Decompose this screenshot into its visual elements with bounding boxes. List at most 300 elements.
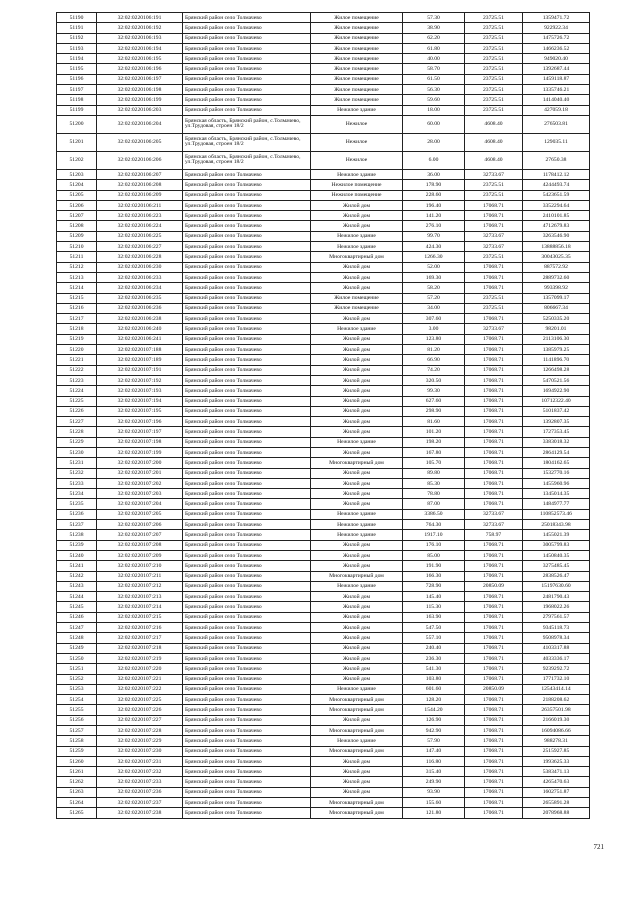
table-row: [57, 489, 590, 499]
cell-cadastral-number: 32:02:0220107:218: [97, 643, 183, 653]
cell-unit-value: 17068.71: [465, 437, 523, 447]
cell-unit-value: 17068.71: [465, 314, 523, 324]
cell-cadastral-number: 32:02:0220107:208: [97, 540, 183, 550]
cell-area: 320.50: [403, 375, 465, 385]
cell-row-index: 51243: [57, 581, 97, 591]
cell-address: Брянский район село Толмачево: [183, 169, 311, 179]
cell-address: Брянский район село Толмачево: [183, 324, 311, 334]
cell-unit-value: 17068.71: [465, 200, 523, 210]
cell-row-index: 51203: [57, 169, 97, 179]
cell-row-index: 51193: [57, 43, 97, 53]
cell-row-index: 51252: [57, 674, 97, 684]
cell-unit-value: 17068.71: [465, 715, 523, 725]
cell-address: Брянский район село Толмачево: [183, 345, 311, 355]
cell-cadastral-value: 27650.38: [523, 151, 590, 169]
cell-unit-value: 4608.40: [465, 133, 523, 151]
cell-row-index: 51217: [57, 314, 97, 324]
cell-area: 60.00: [403, 115, 465, 133]
cell-area: 128.20: [403, 695, 465, 705]
table-row: [57, 581, 590, 591]
cell-unit-value: 17068.71: [465, 272, 523, 282]
cell-address: Брянский район село Толмачево: [183, 695, 311, 705]
cell-row-index: 51234: [57, 489, 97, 499]
cell-address: Брянский район село Толмачево: [183, 592, 311, 602]
cell-cadastral-value: 25018343.98: [523, 520, 590, 530]
cell-row-index: 51239: [57, 540, 97, 550]
table-row: [57, 262, 590, 272]
cell-object-type: Жилое помещение: [311, 23, 403, 33]
cell-unit-value: 17068.71: [465, 458, 523, 468]
cell-address: Брянский район село Толмачево: [183, 231, 311, 241]
cell-unit-value: 17068.71: [465, 674, 523, 684]
cell-cadastral-value: 1178412.12: [523, 169, 590, 179]
cell-cadastral-number: 32:02:0220107:201: [97, 468, 183, 478]
cell-unit-value: 17068.71: [465, 592, 523, 602]
cell-cadastral-number: 32:02:0220107:189: [97, 355, 183, 365]
cell-object-type: Жилое помещение: [311, 54, 403, 64]
table-row: [57, 252, 590, 262]
cell-object-type: Жилой дом: [311, 468, 403, 478]
cell-unit-value: 17068.71: [465, 746, 523, 756]
table-row: [57, 95, 590, 105]
cell-area: 942.90: [403, 726, 465, 736]
cell-row-index: 51250: [57, 653, 97, 663]
table-row: [57, 664, 590, 674]
cell-cadastral-number: 32:02:0220106:197: [97, 74, 183, 84]
cell-address: Брянский район село Толмачево: [183, 715, 311, 725]
cell-address: Брянский район село Толмачево: [183, 653, 311, 663]
cell-row-index: 51262: [57, 777, 97, 787]
cell-address: Брянский район село Толмачево: [183, 787, 311, 797]
cell-row-index: 51200: [57, 115, 97, 133]
cell-address: Брянский район село Толмачево: [183, 293, 311, 303]
cell-area: 18.00: [403, 105, 465, 115]
table-row: [57, 133, 590, 151]
cell-cadastral-number: 32:02:0220106:207: [97, 169, 183, 179]
cell-unit-value: 17068.71: [465, 283, 523, 293]
cell-area: 85.00: [403, 550, 465, 560]
cell-area: 36.00: [403, 169, 465, 179]
cell-object-type: Нежилое здание: [311, 509, 403, 519]
cell-unit-value: 17068.71: [465, 705, 523, 715]
cell-object-type: Жилой дом: [311, 664, 403, 674]
cell-unit-value: 17068.71: [465, 798, 523, 808]
cell-unit-value: 23725.51: [465, 85, 523, 95]
cell-unit-value: 17068.71: [465, 211, 523, 221]
cell-unit-value: 17068.71: [465, 221, 523, 231]
cell-object-type: Нежилое помещение: [311, 190, 403, 200]
cell-cadastral-number: 32:02:0220107:207: [97, 530, 183, 540]
cell-row-index: 51208: [57, 221, 97, 231]
cell-area: 764.30: [403, 520, 465, 530]
cell-area: 249.90: [403, 777, 465, 787]
cell-area: 196.40: [403, 200, 465, 210]
cell-unit-value: 17068.71: [465, 468, 523, 478]
cell-object-type: Жилое помещение: [311, 74, 403, 84]
cell-address: Брянский район село Толмачево: [183, 530, 311, 540]
cell-cadastral-number: 32:02:0220107:226: [97, 705, 183, 715]
cell-cadastral-number: 32:02:0220107:205: [97, 509, 183, 519]
cell-cadastral-number: 32:02:0220107:231: [97, 756, 183, 766]
cell-address: Брянский район село Толмачево: [183, 447, 311, 457]
cell-cadastral-value: 16094086.66: [523, 726, 590, 736]
cell-address: Брянская область, Брянский район, с.Толмачево, ул.Трудовая, строен 18/2: [183, 133, 311, 151]
cell-area: 52.00: [403, 262, 465, 272]
cell-cadastral-value: 4265470.63: [523, 777, 590, 787]
cell-address: Брянский район село Толмачево: [183, 468, 311, 478]
cell-row-index: 51237: [57, 520, 97, 530]
cell-cadastral-number: 32:02:0220107:227: [97, 715, 183, 725]
cell-cadastral-number: 32:02:0220107:220: [97, 664, 183, 674]
cell-row-index: 51240: [57, 550, 97, 560]
cell-cadastral-value: 1804162.65: [523, 458, 590, 468]
cell-area: 57.30: [403, 13, 465, 23]
cell-address: Брянский район село Толмачево: [183, 272, 311, 282]
cell-cadastral-value: 110852573.46: [523, 509, 590, 519]
cell-cadastral-value: 3005799.83: [523, 540, 590, 550]
cell-object-type: Жилой дом: [311, 787, 403, 797]
cell-address: Брянский район село Толмачево: [183, 540, 311, 550]
cell-address: Брянский район село Толмачево: [183, 221, 311, 231]
cell-address: Брянский район село Толмачево: [183, 64, 311, 74]
cell-cadastral-value: 922922.34: [523, 23, 590, 33]
cell-area: 3386.50: [403, 509, 465, 519]
cell-row-index: 51220: [57, 345, 97, 355]
cell-address: Брянский район село Толмачево: [183, 365, 311, 375]
cell-row-index: 51257: [57, 726, 97, 736]
cell-unit-value: 23725.51: [465, 33, 523, 43]
cell-cadastral-value: 1455021.39: [523, 530, 590, 540]
cell-area: 85.30: [403, 478, 465, 488]
cell-unit-value: 23725.51: [465, 23, 523, 33]
cell-row-index: 51263: [57, 787, 97, 797]
cell-object-type: Жилой дом: [311, 375, 403, 385]
cell-cadastral-value: 4103317.88: [523, 643, 590, 653]
cell-unit-value: 17068.71: [465, 478, 523, 488]
cell-cadastral-value: 30043025.35: [523, 252, 590, 262]
table-row: [57, 283, 590, 293]
table-row: [57, 447, 590, 457]
table-row: [57, 458, 590, 468]
cell-object-type: Жилой дом: [311, 314, 403, 324]
cell-area: 81.20: [403, 345, 465, 355]
cell-cadastral-value: 1484977.77: [523, 499, 590, 509]
table-row: [57, 592, 590, 602]
cell-cadastral-value: 2481790.43: [523, 592, 590, 602]
cell-address: Брянский район село Толмачево: [183, 664, 311, 674]
cell-cadastral-number: 32:02:0220106:234: [97, 283, 183, 293]
cell-address: Брянская область, Брянский район, с.Толмачево, ул.Трудовая, строен 18/2: [183, 151, 311, 169]
cell-cadastral-number: 32:02:0220107:194: [97, 396, 183, 406]
cell-unit-value: 17068.71: [465, 540, 523, 550]
cell-cadastral-value: 1459118.87: [523, 74, 590, 84]
cell-object-type: Жилой дом: [311, 489, 403, 499]
cell-area: 145.40: [403, 592, 465, 602]
cell-cadastral-number: 32:02:0220107:229: [97, 736, 183, 746]
table-row: [57, 468, 590, 478]
cell-unit-value: 4608.40: [465, 115, 523, 133]
cell-area: 105.70: [403, 458, 465, 468]
table-row: [57, 509, 590, 519]
cell-unit-value: 17068.71: [465, 777, 523, 787]
cell-cadastral-value: 2515927.85: [523, 746, 590, 756]
cell-address: Брянский район село Толмачево: [183, 334, 311, 344]
cell-cadastral-value: 1141896.70: [523, 355, 590, 365]
table-row: [57, 23, 590, 33]
table-row: [57, 715, 590, 725]
cell-area: 240.40: [403, 643, 465, 653]
table-row: [57, 211, 590, 221]
cell-unit-value: 32733.67: [465, 520, 523, 530]
cell-row-index: 51213: [57, 272, 97, 282]
cell-address: Брянский район село Толмачево: [183, 571, 311, 581]
cell-unit-value: 23725.51: [465, 293, 523, 303]
cell-cadastral-number: 32:02:0220106:238: [97, 314, 183, 324]
table-row: [57, 808, 590, 818]
cell-area: 627.60: [403, 396, 465, 406]
cell-cadastral-value: 1455960.96: [523, 478, 590, 488]
cell-row-index: 51232: [57, 468, 97, 478]
cell-address: Брянский район село Толмачево: [183, 767, 311, 777]
cell-object-type: Жилой дом: [311, 283, 403, 293]
cell-address: Брянский район село Толмачево: [183, 437, 311, 447]
cell-object-type: Многоквартирный дом: [311, 726, 403, 736]
cell-address: Брянский район село Толмачево: [183, 211, 311, 221]
table-row: [57, 375, 590, 385]
cell-unit-value: 17068.71: [465, 736, 523, 746]
cell-unit-value: 17068.71: [465, 787, 523, 797]
cell-object-type: Нежилое здание: [311, 231, 403, 241]
cell-area: 59.60: [403, 95, 465, 105]
cell-object-type: Жилой дом: [311, 777, 403, 787]
cell-cadastral-value: 4244493.74: [523, 180, 590, 190]
cell-area: 1266.30: [403, 252, 465, 262]
table-row: [57, 13, 590, 23]
cell-cadastral-value: 4033336.17: [523, 653, 590, 663]
cell-address: Брянский район село Толмачево: [183, 643, 311, 653]
cell-cadastral-number: 32:02:0220106:209: [97, 190, 183, 200]
cell-address: Брянский район село Толмачево: [183, 458, 311, 468]
cell-cadastral-value: 10712322.40: [523, 396, 590, 406]
cell-area: 176.10: [403, 540, 465, 550]
cell-row-index: 51190: [57, 13, 97, 23]
cell-address: Брянский район село Толмачево: [183, 303, 311, 313]
cell-unit-value: 32733.67: [465, 324, 523, 334]
cell-address: Брянский район село Толмачево: [183, 705, 311, 715]
table-row: [57, 602, 590, 612]
cell-cadastral-value: 2113106.30: [523, 334, 590, 344]
cell-object-type: Жилой дом: [311, 756, 403, 766]
cell-object-type: Нежилое здание: [311, 324, 403, 334]
cell-row-index: 51264: [57, 798, 97, 808]
cell-object-type: Жилой дом: [311, 602, 403, 612]
cell-object-type: Многоквартирный дом: [311, 571, 403, 581]
cell-cadastral-value: 4712679.83: [523, 221, 590, 231]
cell-row-index: 51265: [57, 808, 97, 818]
cell-object-type: Жилой дом: [311, 262, 403, 272]
cell-row-index: 51245: [57, 602, 97, 612]
cell-object-type: Жилой дом: [311, 592, 403, 602]
cell-cadastral-number: 32:02:0220107:210: [97, 561, 183, 571]
cell-row-index: 51223: [57, 375, 97, 385]
cell-cadastral-value: 26357501.98: [523, 705, 590, 715]
cell-object-type: Жилой дом: [311, 612, 403, 622]
cell-cadastral-value: 1694922.90: [523, 386, 590, 396]
cell-row-index: 51221: [57, 355, 97, 365]
cell-object-type: Жилое помещение: [311, 64, 403, 74]
cell-address: Брянский район село Толмачево: [183, 726, 311, 736]
cell-address: Брянский район село Толмачево: [183, 746, 311, 756]
cell-object-type: Жилой дом: [311, 478, 403, 488]
cell-object-type: Жилой дом: [311, 653, 403, 663]
cell-row-index: 51212: [57, 262, 97, 272]
cell-address: Брянский район село Толмачево: [183, 252, 311, 262]
cell-cadastral-number: 32:02:0220107:222: [97, 684, 183, 694]
cell-cadastral-number: 32:02:0220107:230: [97, 746, 183, 756]
cell-cadastral-value: 2655891.28: [523, 798, 590, 808]
cell-cadastral-value: 3383018.32: [523, 437, 590, 447]
cell-object-type: Жилой дом: [311, 406, 403, 416]
cell-cadastral-value: 9239292.72: [523, 664, 590, 674]
cell-row-index: 51202: [57, 151, 97, 169]
table-row: [57, 777, 590, 787]
cell-object-type: Жилой дом: [311, 561, 403, 571]
cell-area: 56.30: [403, 85, 465, 95]
cell-area: 78.80: [403, 489, 465, 499]
table-row: [57, 221, 590, 231]
cell-area: 57.20: [403, 293, 465, 303]
cell-unit-value: 23725.51: [465, 54, 523, 64]
cell-area: 191.90: [403, 561, 465, 571]
cell-row-index: 51238: [57, 530, 97, 540]
table-row: [57, 200, 590, 210]
cell-area: 58.20: [403, 283, 465, 293]
cell-cadastral-value: 5101837.42: [523, 406, 590, 416]
cell-cadastral-number: 32:02:0220107:236: [97, 787, 183, 797]
cell-area: 298.90: [403, 406, 465, 416]
cell-object-type: Жилой дом: [311, 272, 403, 282]
cell-cadastral-number: 32:02:0220106:233: [97, 272, 183, 282]
cell-area: 315.40: [403, 767, 465, 777]
cell-cadastral-number: 32:02:0220107:237: [97, 798, 183, 808]
cell-area: 61.80: [403, 43, 465, 53]
cell-cadastral-number: 32:02:0220106:241: [97, 334, 183, 344]
table-row: [57, 74, 590, 84]
table-row: [57, 43, 590, 53]
cell-object-type: Жилой дом: [311, 386, 403, 396]
cell-row-index: 51255: [57, 705, 97, 715]
cell-cadastral-number: 32:02:0220106:224: [97, 221, 183, 231]
cell-address: Брянский район село Толмачево: [183, 386, 311, 396]
cell-cadastral-number: 32:02:0220107:204: [97, 499, 183, 509]
cell-cadastral-value: 1266498.28: [523, 365, 590, 375]
table-row: [57, 798, 590, 808]
cell-area: 228.60: [403, 190, 465, 200]
cell-cadastral-number: 32:02:0220107:214: [97, 602, 183, 612]
table-row: [57, 695, 590, 705]
cell-object-type: Многоквартирный дом: [311, 695, 403, 705]
cell-cadastral-number: 32:02:0220106:208: [97, 180, 183, 190]
cell-object-type: Жилой дом: [311, 334, 403, 344]
cell-address: Брянский район село Толмачево: [183, 262, 311, 272]
table-row: [57, 85, 590, 95]
cell-address: Брянский район село Толмачево: [183, 283, 311, 293]
cell-cadastral-value: 1993625.33: [523, 756, 590, 766]
cell-row-index: 51233: [57, 478, 97, 488]
cell-object-type: Нежилое здание: [311, 736, 403, 746]
cell-cadastral-value: 5250335.20: [523, 314, 590, 324]
cell-address: Брянский район село Толмачево: [183, 190, 311, 200]
cell-cadastral-number: 32:02:0220107:221: [97, 674, 183, 684]
cell-cadastral-number: 32:02:0220107:200: [97, 458, 183, 468]
cell-cadastral-number: 32:02:0220106:223: [97, 211, 183, 221]
cell-object-type: Нежилое: [311, 133, 403, 151]
cell-cadastral-value: 1532770.16: [523, 468, 590, 478]
cell-unit-value: 17068.71: [465, 653, 523, 663]
cell-cadastral-number: 32:02:0220107:238: [97, 808, 183, 818]
table-row: [57, 674, 590, 684]
cell-row-index: 51228: [57, 427, 97, 437]
cell-area: 307.60: [403, 314, 465, 324]
cell-cadastral-number: 32:02:0220106:236: [97, 303, 183, 313]
page-number: 721: [593, 843, 604, 851]
cell-cadastral-number: 32:02:0220107:188: [97, 345, 183, 355]
cell-cadastral-value: 1602751.87: [523, 787, 590, 797]
cell-cadastral-number: 32:02:0220106:203: [97, 105, 183, 115]
table-row: [57, 180, 590, 190]
table-row: [57, 303, 590, 313]
cell-object-type: Жилое помещение: [311, 43, 403, 53]
cell-address: Брянский район село Толмачево: [183, 43, 311, 53]
cell-address: Брянский район село Толмачево: [183, 808, 311, 818]
cell-area: 601.60: [403, 684, 465, 694]
cell-area: 169.30: [403, 272, 465, 282]
cell-object-type: Жилое помещение: [311, 13, 403, 23]
cell-row-index: 51226: [57, 406, 97, 416]
cell-row-index: 51260: [57, 756, 97, 766]
cell-area: 74.20: [403, 365, 465, 375]
cell-address: Брянский район село Толмачево: [183, 756, 311, 766]
cell-area: 61.50: [403, 74, 465, 84]
table-row: [57, 550, 590, 560]
cell-row-index: 51201: [57, 133, 97, 151]
cell-cadastral-value: 887572.92: [523, 262, 590, 272]
cell-object-type: Многоквартирный дом: [311, 746, 403, 756]
cell-cadastral-value: 15197630.60: [523, 581, 590, 591]
cell-cadastral-value: 949020.40: [523, 54, 590, 64]
cell-unit-value: 17068.71: [465, 612, 523, 622]
table-row: [57, 314, 590, 324]
cell-area: 101.20: [403, 427, 465, 437]
cell-object-type: Жилой дом: [311, 499, 403, 509]
cell-row-index: 51248: [57, 633, 97, 643]
cell-row-index: 51261: [57, 767, 97, 777]
cell-unit-value: 17068.71: [465, 633, 523, 643]
cell-unit-value: 17068.71: [465, 334, 523, 344]
cell-address: Брянский район село Толмачево: [183, 85, 311, 95]
cell-unit-value: 32733.67: [465, 231, 523, 241]
cell-address: Брянский район село Толмачево: [183, 33, 311, 43]
cell-address: Брянский район село Толмачево: [183, 355, 311, 365]
table-row: [57, 272, 590, 282]
cell-address: Брянский район село Толмачево: [183, 581, 311, 591]
cell-cadastral-number: 32:02:0220107:199: [97, 447, 183, 457]
cell-row-index: 51246: [57, 612, 97, 622]
cadastral-value-table: [56, 12, 590, 819]
cell-address: Брянский район село Толмачево: [183, 777, 311, 787]
cell-cadastral-value: 427059.18: [523, 105, 590, 115]
table-row: [57, 355, 590, 365]
